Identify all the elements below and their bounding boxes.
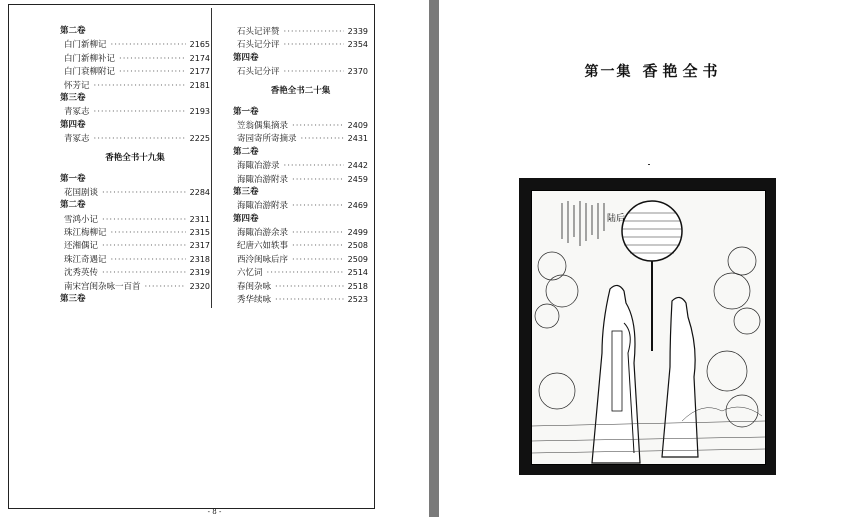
leader-dots xyxy=(284,160,344,173)
toc-entry[interactable] xyxy=(233,226,368,239)
toc-entry[interactable] xyxy=(60,253,210,266)
toc-entry[interactable] xyxy=(60,280,210,293)
toc-entry-page: 2318 xyxy=(189,254,210,264)
toc-entry-page: 2469 xyxy=(347,201,368,211)
toc-entry-title: 珠江奇遇记 xyxy=(64,254,107,265)
toc-entry-title: 海陬冶游余录 xyxy=(237,228,289,239)
toc-entry[interactable] xyxy=(233,173,368,186)
toc-entry-page: 2225 xyxy=(189,134,210,144)
toc-entry[interactable] xyxy=(233,159,368,172)
leader-dots xyxy=(94,80,186,93)
toc-entry-page: 2317 xyxy=(189,241,210,251)
volume-number: 第一集 xyxy=(584,64,633,80)
leader-dots xyxy=(292,120,344,133)
toc-section-heading: 第二卷 xyxy=(60,26,86,36)
toc-entry-title: 西泠闺咏后序 xyxy=(237,254,289,265)
toc-entry-page: 2442 xyxy=(347,161,368,171)
leader-dots xyxy=(284,26,344,39)
toc-entry[interactable] xyxy=(60,65,210,78)
toc-entry[interactable] xyxy=(233,280,368,293)
toc-entry[interactable] xyxy=(60,186,210,199)
leader-dots xyxy=(292,254,344,267)
toc-entry[interactable] xyxy=(233,199,368,212)
toc-entry-title: 海陬冶游附录 xyxy=(237,201,289,212)
book-title: 香艳全书 xyxy=(642,62,723,80)
toc-entry-title: 纪唐六如轶事 xyxy=(237,241,289,252)
toc-entry-page: 2174 xyxy=(189,53,210,63)
toc-entry-title: 花国剧谈 xyxy=(64,187,99,198)
column-divider xyxy=(211,8,212,308)
toc-entry-title: 青冢志 xyxy=(64,134,90,145)
leader-dots xyxy=(284,39,344,52)
leader-dots xyxy=(102,214,186,227)
toc-entry-title: 春闺杂咏 xyxy=(237,281,272,292)
leader-dots xyxy=(102,267,186,280)
toc-entry-page: 2339 xyxy=(347,27,368,36)
toc-collection-heading: 香艳全书十九集 xyxy=(105,152,165,163)
toc-section-heading: 第四卷 xyxy=(233,52,259,63)
toc-entry-page: 2315 xyxy=(189,228,210,238)
leader-dots xyxy=(267,267,344,280)
toc-entry-title: 笠翁偶集摘录 xyxy=(237,120,289,131)
toc-column-right xyxy=(233,25,368,306)
toc-entry-title: 海陬冶游附录 xyxy=(237,174,289,185)
toc-section-heading: 第四卷 xyxy=(233,213,259,224)
toc-entry-page: 2431 xyxy=(347,134,368,144)
toc-entry[interactable] xyxy=(60,213,210,226)
lantern-shape xyxy=(622,201,682,261)
toc-entry-page: 2509 xyxy=(347,254,368,264)
toc-section-heading: 第二卷 xyxy=(60,200,86,211)
toc-entry[interactable] xyxy=(233,253,368,266)
toc-section-heading: 第三卷 xyxy=(233,186,259,197)
toc-entry-page: 2284 xyxy=(189,187,210,197)
toc-entry-page: 2320 xyxy=(189,281,210,291)
toc-entry[interactable] xyxy=(233,65,368,78)
leader-dots xyxy=(292,240,344,253)
toc-entry-title: 白门新柳记 xyxy=(64,40,107,51)
toc-entry-title: 石头记评赞 xyxy=(237,27,280,37)
toc-entry[interactable] xyxy=(60,239,210,252)
illustration-plate xyxy=(519,178,776,475)
toc-entry-page: 2319 xyxy=(189,268,210,278)
toc-entry-page: 2409 xyxy=(347,120,368,130)
toc-section-heading: 第四卷 xyxy=(60,119,86,130)
toc-page xyxy=(0,0,429,517)
toc-entry-title: 海陬冶游录 xyxy=(237,161,280,172)
toc-entry-page: 2370 xyxy=(347,67,368,77)
toc-entry-page: 2523 xyxy=(347,295,368,305)
leader-dots xyxy=(102,240,186,253)
toc-section-heading: 第一卷 xyxy=(233,106,259,117)
leader-dots xyxy=(301,133,344,146)
toc-entry-page: 2514 xyxy=(347,268,368,278)
page-gutter xyxy=(429,0,439,517)
volume-title xyxy=(439,60,868,81)
toc-entry-page: 2459 xyxy=(347,174,368,184)
toc-entry-page: 2181 xyxy=(189,80,210,90)
toc-entry[interactable] xyxy=(233,38,368,51)
printer-mark xyxy=(648,164,650,165)
toc-entry-title: 珠江梅柳记 xyxy=(64,228,107,239)
toc-entry[interactable] xyxy=(60,38,210,51)
toc-entry[interactable] xyxy=(233,132,368,145)
toc-entry[interactable] xyxy=(60,79,210,92)
toc-section-heading: 第三卷 xyxy=(60,294,86,305)
toc-entry-title: 石头记分评 xyxy=(237,67,280,78)
toc-entry-page: 2311 xyxy=(189,214,210,224)
toc-entry-title: 六忆词 xyxy=(237,268,263,279)
toc-entry-page: 2518 xyxy=(347,281,368,291)
leader-dots xyxy=(284,66,344,79)
toc-section-heading: 第三卷 xyxy=(60,92,86,103)
illustration xyxy=(531,190,766,465)
leader-dots xyxy=(94,106,186,119)
toc-entry-title: 白门衰柳附记 xyxy=(64,67,116,78)
leader-dots xyxy=(275,281,344,294)
leader-dots xyxy=(102,187,186,200)
leader-dots xyxy=(119,53,186,66)
toc-entry-title: 怀芳记 xyxy=(64,80,90,91)
toc-entry-page: 2165 xyxy=(189,40,210,50)
toc-entry-title: 石头记分评 xyxy=(237,40,280,51)
toc-entry-page: 2177 xyxy=(189,67,210,77)
toc-entry-page: 2508 xyxy=(347,241,368,251)
toc-entry-title: 南宋宫闺杂咏一百首 xyxy=(64,281,141,292)
toc-entry-page: 2354 xyxy=(347,40,368,50)
leader-dots xyxy=(94,133,186,146)
leader-dots xyxy=(145,281,186,294)
toc-entry-title: 还湘偶记 xyxy=(64,241,99,252)
leader-dots xyxy=(292,200,344,213)
toc-entry-title: 雪鸿小记 xyxy=(64,214,99,225)
toc-collection-heading: 香艳全书二十集 xyxy=(270,85,331,96)
leader-dots xyxy=(275,294,344,307)
toc-entry[interactable] xyxy=(233,266,368,279)
toc-entry[interactable] xyxy=(60,226,210,239)
toc-column-left xyxy=(60,25,210,306)
toc-section-heading: 第二卷 xyxy=(233,146,259,157)
leader-dots xyxy=(119,66,186,79)
toc-entry-title: 寄园寄所寄摘录 xyxy=(237,134,297,145)
leader-dots xyxy=(111,227,186,240)
toc-entry[interactable] xyxy=(233,239,368,252)
toc-entry-page: 2499 xyxy=(347,228,368,238)
toc-entry-page: 2193 xyxy=(189,107,210,117)
toc-entry-title: 白门新柳补记 xyxy=(64,53,116,64)
toc-entry[interactable] xyxy=(233,293,368,306)
leader-dots xyxy=(292,227,344,240)
toc-entry[interactable] xyxy=(233,119,368,132)
toc-entry[interactable] xyxy=(60,105,210,118)
toc-section-heading: 第一卷 xyxy=(60,173,86,184)
toc-entry[interactable] xyxy=(233,25,368,38)
toc-entry[interactable] xyxy=(60,266,210,279)
page-number: - 8 - xyxy=(207,508,222,516)
toc-entry-title: 沈秀英传 xyxy=(64,268,99,279)
illustration-drawing xyxy=(532,191,765,464)
toc-entry-title: 青冢志 xyxy=(64,107,90,118)
toc-entry[interactable] xyxy=(60,52,210,65)
leader-dots xyxy=(111,39,186,52)
leader-dots xyxy=(292,174,344,187)
plate-caption: 陆后 xyxy=(607,214,626,224)
toc-entry-title: 秀华续咏 xyxy=(237,295,272,306)
leader-dots xyxy=(111,254,186,267)
toc-entry[interactable] xyxy=(60,132,210,145)
